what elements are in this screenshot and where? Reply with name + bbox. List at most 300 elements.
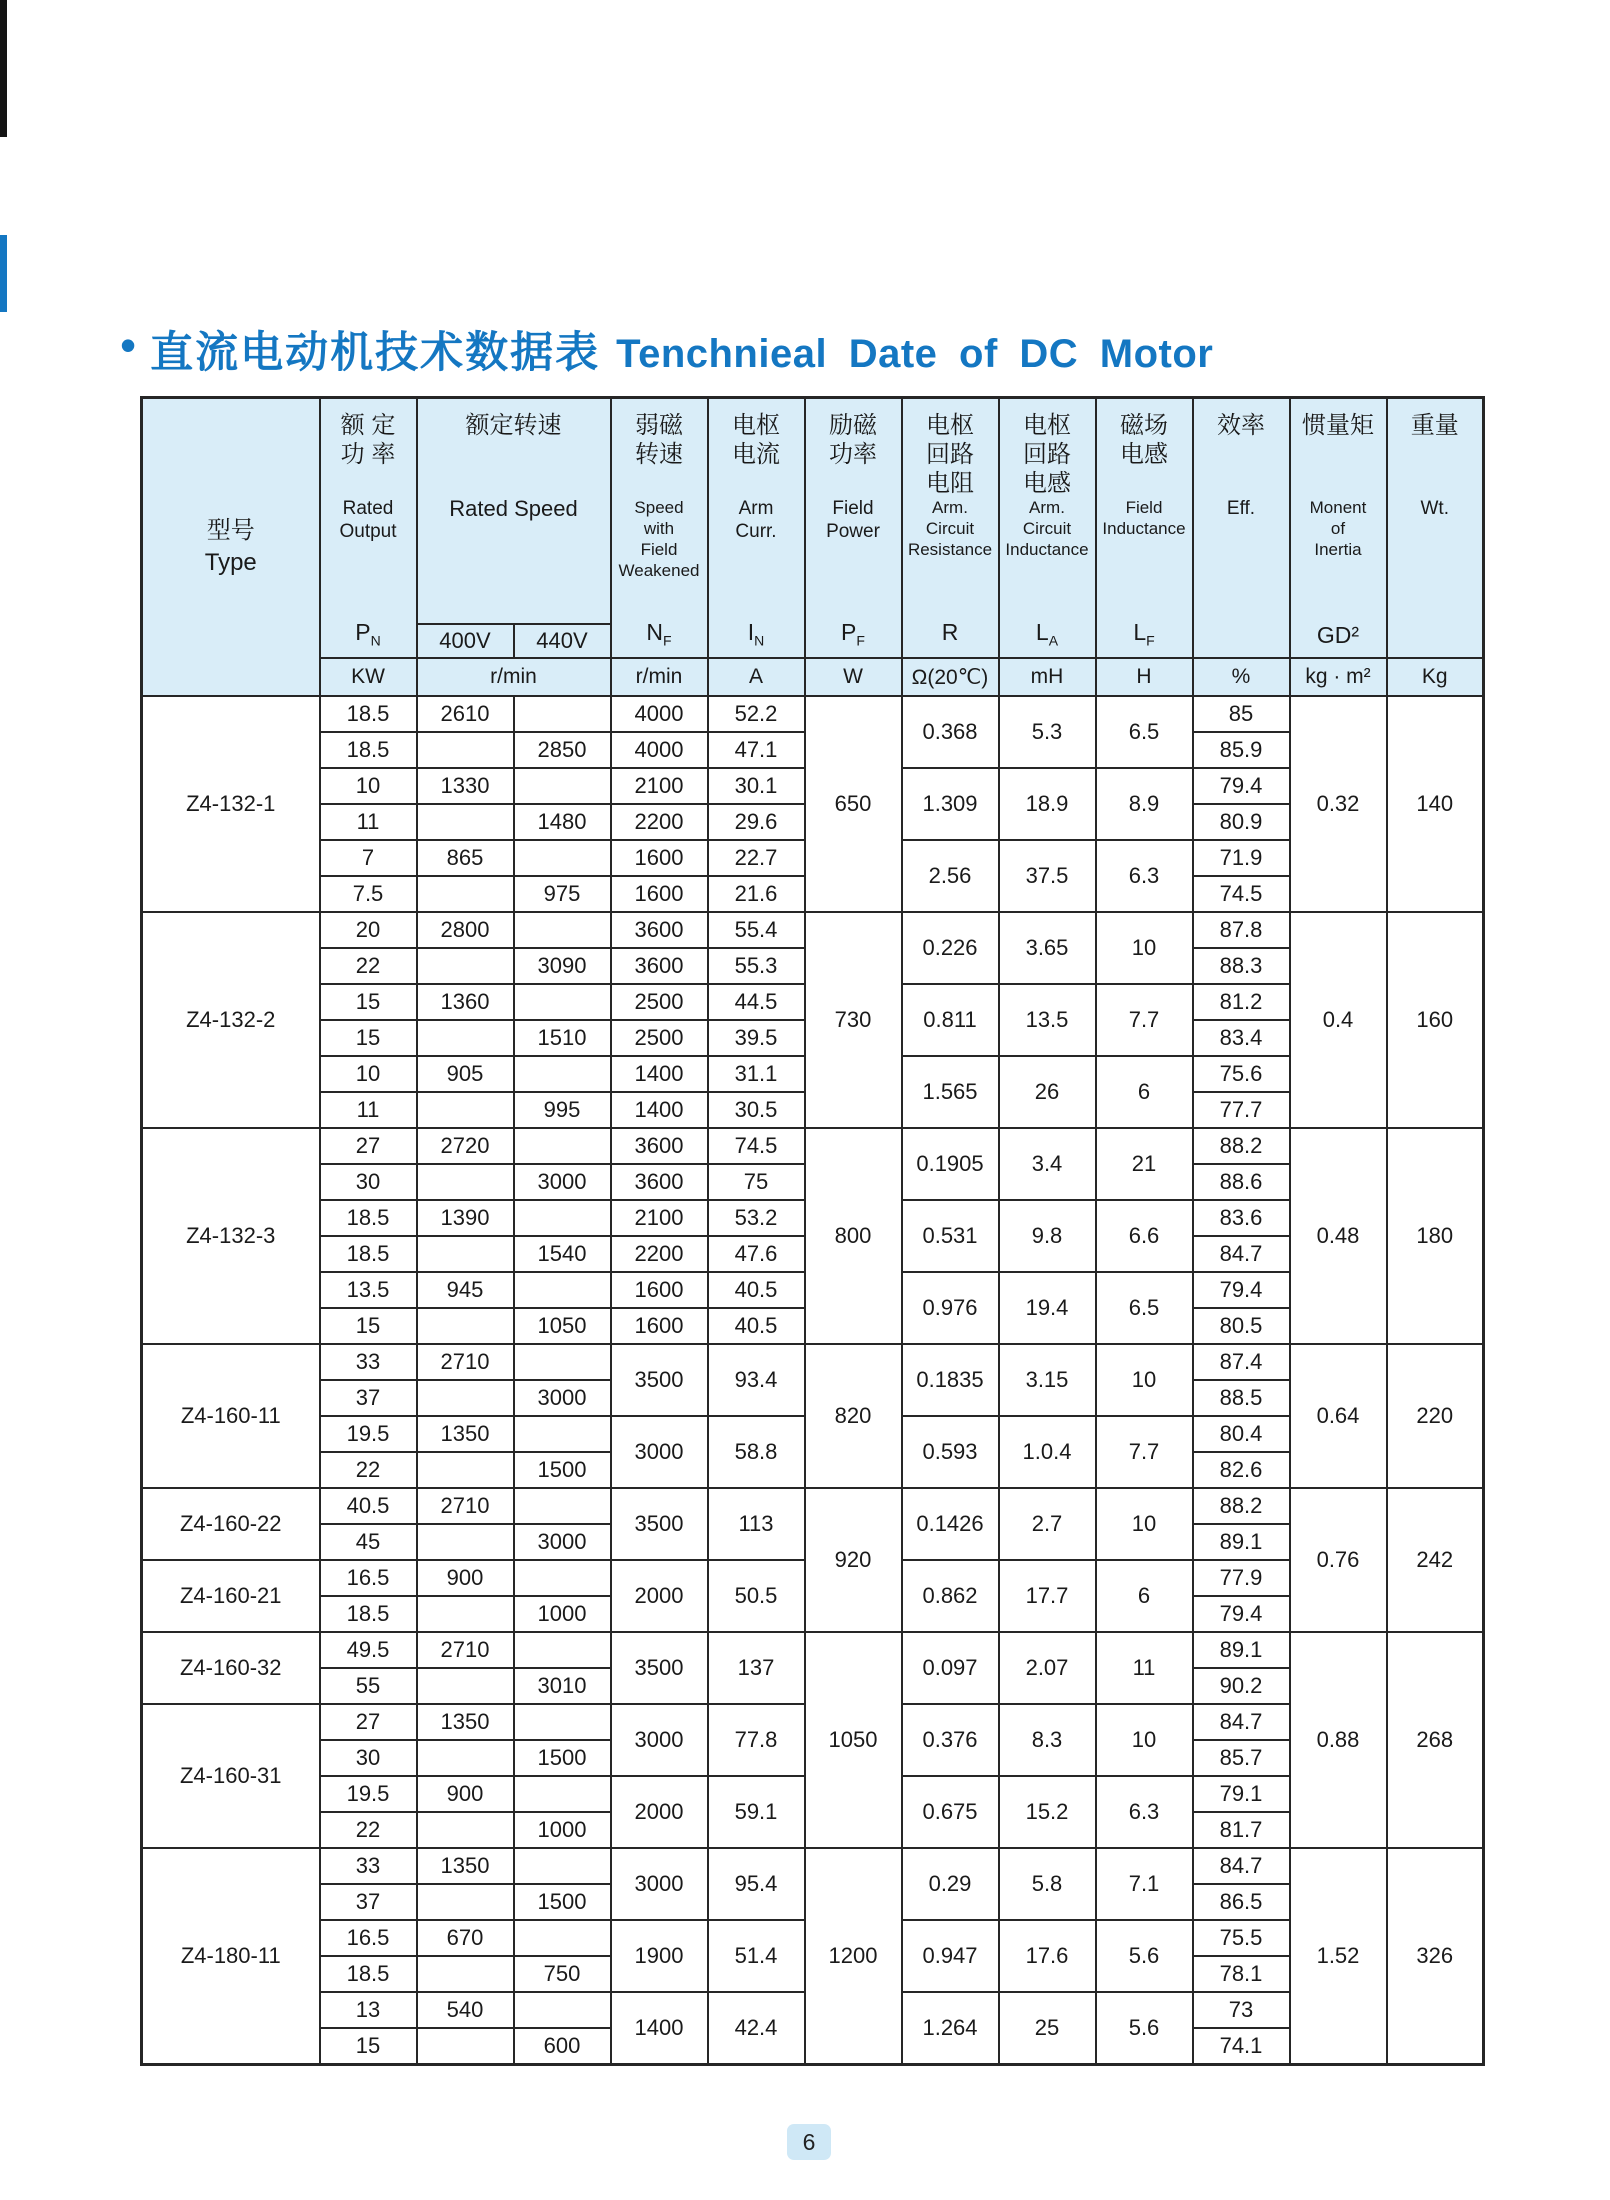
cell-400v: 1350: [417, 1848, 514, 1884]
cell-400v: [417, 1812, 514, 1848]
header-zh-line: 功率: [829, 441, 877, 468]
cell-lf: 7.1: [1096, 1848, 1193, 1920]
symbol-nf: $N_F$: [646, 619, 672, 649]
page-title-zh: 直流电动机技术数据表: [150, 329, 601, 377]
cell-pn: 45: [320, 1524, 417, 1560]
cell-eff: 71.9: [1193, 840, 1290, 876]
cell-eff: 88.3: [1193, 948, 1290, 984]
cell-440v: [514, 1560, 611, 1596]
cell-lf: 8.9: [1096, 768, 1193, 840]
header-zh-line: 额定转速: [465, 412, 562, 439]
unit-mh: mH: [999, 658, 1096, 696]
cell-440v: 1510: [514, 1020, 611, 1056]
cell-440v: 1480: [514, 804, 611, 840]
cell-pn: 27: [320, 1704, 417, 1740]
cell-pn: 18.5: [320, 1596, 417, 1632]
cell-wt: 326: [1387, 1848, 1484, 2064]
header-field-weakened-speed: [611, 398, 708, 659]
cell-lf: 6.6: [1096, 1200, 1193, 1272]
cell-nf: 1900: [611, 1920, 708, 1992]
header-en-line: Arm.: [932, 498, 968, 517]
cell-440v: 1500: [514, 1884, 611, 1920]
cell-la: 5.3: [999, 696, 1096, 768]
header-en-line: Field: [1125, 498, 1163, 517]
cell-pn: 20: [320, 912, 417, 948]
cell-eff: 87.4: [1193, 1344, 1290, 1380]
cell-la: 17.6: [999, 1920, 1096, 1992]
header-arm-current: [708, 398, 805, 659]
cell-eff: 84.7: [1193, 1848, 1290, 1884]
header-en-line: Inductance: [1005, 540, 1089, 559]
cell-440v: [514, 1704, 611, 1740]
cell-440v: 3000: [514, 1164, 611, 1200]
cell-in: 55.3: [708, 948, 805, 984]
unit-rpm-rated: r/min: [417, 658, 611, 696]
cell-pn: 11: [320, 804, 417, 840]
cell-in: 40.5: [708, 1272, 805, 1308]
cell-eff: 79.1: [1193, 1776, 1290, 1812]
cell-440v: 3010: [514, 1668, 611, 1704]
cell-440v: [514, 768, 611, 804]
cell-model: Z4-160-32: [142, 1632, 320, 1704]
cell-r: 0.976: [902, 1272, 999, 1344]
cell-gd2: 0.48: [1290, 1128, 1387, 1344]
header-zh-line: 回路: [1023, 441, 1071, 468]
cell-nf: 3000: [611, 1704, 708, 1776]
header-zh-line: 功 率: [340, 441, 396, 468]
dc-motor-data-table: [140, 396, 1485, 2066]
cell-la: 13.5: [999, 984, 1096, 1056]
cell-la: 18.9: [999, 768, 1096, 840]
cell-in: 47.6: [708, 1236, 805, 1272]
cell-400v: [417, 1164, 514, 1200]
cell-gd2: 1.52: [1290, 1848, 1387, 2064]
cell-eff: 88.6: [1193, 1164, 1290, 1200]
cell-nf: 1400: [611, 1092, 708, 1128]
symbol-pn: $P_N$: [355, 619, 381, 649]
cell-eff: 83.4: [1193, 1020, 1290, 1056]
cell-400v: 2710: [417, 1488, 514, 1524]
cell-r: 2.56: [902, 840, 999, 912]
cell-pn: 33: [320, 1344, 417, 1380]
header-zh-line: 效率: [1217, 412, 1265, 439]
cell-400v: 1350: [417, 1416, 514, 1452]
cell-la: 15.2: [999, 1776, 1096, 1848]
cell-nf: 2100: [611, 1200, 708, 1236]
cell-pn: 10: [320, 768, 417, 804]
cell-400v: [417, 1884, 514, 1920]
cell-in: 31.1: [708, 1056, 805, 1092]
cell-400v: [417, 1524, 514, 1560]
cell-model: Z4-160-22: [142, 1488, 320, 1560]
cell-pn: 11: [320, 1092, 417, 1128]
cell-pn: 19.5: [320, 1776, 417, 1812]
cell-r: 1.309: [902, 768, 999, 840]
header-zh-line: 电枢: [732, 412, 780, 439]
page-edge-mark-black: [0, 0, 7, 137]
cell-r: 0.226: [902, 912, 999, 984]
page-number: 6: [787, 2124, 831, 2160]
cell-eff: 89.1: [1193, 1632, 1290, 1668]
cell-eff: 80.4: [1193, 1416, 1290, 1452]
cell-pn: 27: [320, 1128, 417, 1164]
cell-nf: 4000: [611, 696, 708, 732]
cell-lf: 5.6: [1096, 1920, 1193, 1992]
header-rated-speed: [417, 398, 611, 625]
cell-model: Z4-180-11: [142, 1848, 320, 2064]
header-arm-circuit-inductance: [999, 398, 1096, 659]
cell-pf: 820: [805, 1344, 902, 1488]
header-en-line: Rated Speed: [449, 496, 578, 521]
cell-r: 0.368: [902, 696, 999, 768]
header-en-line: Curr.: [735, 521, 777, 542]
cell-440v: 3000: [514, 1380, 611, 1416]
cell-pn: 13.5: [320, 1272, 417, 1308]
cell-440v: 1500: [514, 1452, 611, 1488]
cell-eff: 85.9: [1193, 732, 1290, 768]
cell-400v: 2720: [417, 1128, 514, 1164]
cell-eff: 81.7: [1193, 1812, 1290, 1848]
cell-r: 0.675: [902, 1776, 999, 1848]
cell-wt: 268: [1387, 1632, 1484, 1848]
cell-in: 44.5: [708, 984, 805, 1020]
cell-r: 0.1426: [902, 1488, 999, 1560]
cell-pn: 19.5: [320, 1416, 417, 1452]
cell-in: 55.4: [708, 912, 805, 948]
cell-pn: 10: [320, 1056, 417, 1092]
cell-lf: 10: [1096, 1704, 1193, 1776]
cell-in: 30.5: [708, 1092, 805, 1128]
cell-gd2: 0.32: [1290, 696, 1387, 912]
header-zh-line: 电枢: [1023, 412, 1071, 439]
cell-nf: 2200: [611, 804, 708, 840]
cell-nf: 3600: [611, 1164, 708, 1200]
cell-pn: 18.5: [320, 1956, 417, 1992]
cell-pn: 49.5: [320, 1632, 417, 1668]
header-zh-line: 惯量矩: [1302, 412, 1374, 439]
cell-400v: 1350: [417, 1704, 514, 1740]
cell-nf: 1600: [611, 1308, 708, 1344]
header-en-line: of: [1330, 519, 1346, 538]
cell-eff: 75.6: [1193, 1056, 1290, 1092]
cell-la: 8.3: [999, 1704, 1096, 1776]
unit-percent: %: [1193, 658, 1290, 696]
cell-400v: [417, 876, 514, 912]
page-title-en: Tenchnieal Date of DC Motor: [616, 332, 1214, 376]
header-en-line: Output: [339, 521, 397, 542]
cell-gd2: 0.88: [1290, 1632, 1387, 1848]
cell-pn: 30: [320, 1740, 417, 1776]
cell-eff: 80.9: [1193, 804, 1290, 840]
header-zh-line: 电感: [1120, 441, 1168, 468]
cell-model: Z4-132-3: [142, 1128, 320, 1344]
cell-nf: 1600: [611, 840, 708, 876]
cell-pn: 33: [320, 1848, 417, 1884]
cell-400v: 945: [417, 1272, 514, 1308]
cell-r: 0.29: [902, 1848, 999, 1920]
cell-nf: 2000: [611, 1560, 708, 1632]
header-rated-output: [320, 398, 417, 659]
cell-400v: [417, 1236, 514, 1272]
cell-pf: 920: [805, 1488, 902, 1632]
header-440v: 440V: [514, 624, 611, 658]
cell-pn: 18.5: [320, 696, 417, 732]
header-en-line: Wt.: [1420, 498, 1449, 519]
cell-in: 137: [708, 1632, 805, 1704]
cell-r: 0.1835: [902, 1344, 999, 1416]
cell-eff: 81.2: [1193, 984, 1290, 1020]
cell-nf: 3600: [611, 912, 708, 948]
cell-440v: 2850: [514, 732, 611, 768]
cell-lf: 10: [1096, 912, 1193, 984]
header-zh-line: 磁场: [1120, 412, 1168, 439]
cell-nf: 1600: [611, 1272, 708, 1308]
cell-pn: 15: [320, 2028, 417, 2064]
cell-400v: [417, 1020, 514, 1056]
cell-in: 77.8: [708, 1704, 805, 1776]
cell-in: 93.4: [708, 1344, 805, 1416]
cell-400v: 2800: [417, 912, 514, 948]
cell-model: Z4-132-2: [142, 912, 320, 1128]
cell-nf: 3600: [611, 1128, 708, 1164]
cell-in: 52.2: [708, 696, 805, 732]
cell-440v: [514, 912, 611, 948]
header-zh-line: 额 定: [340, 412, 396, 439]
cell-nf: 4000: [611, 732, 708, 768]
cell-in: 29.6: [708, 804, 805, 840]
header-zh-line: 重量: [1410, 412, 1459, 439]
cell-440v: 600: [514, 2028, 611, 2064]
cell-eff: 79.4: [1193, 1272, 1290, 1308]
cell-400v: [417, 1596, 514, 1632]
cell-la: 37.5: [999, 840, 1096, 912]
cell-400v: 540: [417, 1992, 514, 2028]
cell-pn: 18.5: [320, 732, 417, 768]
cell-440v: 750: [514, 1956, 611, 1992]
cell-440v: [514, 1920, 611, 1956]
cell-la: 19.4: [999, 1272, 1096, 1344]
cell-lf: 6.3: [1096, 840, 1193, 912]
cell-440v: 3090: [514, 948, 611, 984]
cell-pn: 15: [320, 1308, 417, 1344]
cell-nf: 2500: [611, 984, 708, 1020]
header-zh-line: 励磁: [829, 412, 877, 439]
header-type: [142, 398, 320, 697]
header-type-en: Type: [204, 548, 257, 576]
cell-r: 0.531: [902, 1200, 999, 1272]
cell-eff: 74.5: [1193, 876, 1290, 912]
cell-la: 3.4: [999, 1128, 1096, 1200]
header-en-line: Weakened: [618, 561, 700, 580]
header-arm-circuit-resistance: [902, 398, 999, 659]
unit-kw: KW: [320, 658, 417, 696]
header-field-power: [805, 398, 902, 659]
cell-eff: 74.1: [1193, 2028, 1290, 2064]
cell-lf: 11: [1096, 1632, 1193, 1704]
cell-pn: 37: [320, 1884, 417, 1920]
cell-pn: 40.5: [320, 1488, 417, 1524]
cell-eff: 75.5: [1193, 1920, 1290, 1956]
cell-model: Z4-160-11: [142, 1344, 320, 1488]
header-en-line: Circuit: [1022, 519, 1072, 538]
header-weight: [1387, 398, 1484, 659]
cell-in: 22.7: [708, 840, 805, 876]
cell-eff: 88.5: [1193, 1380, 1290, 1416]
cell-pn: 55: [320, 1668, 417, 1704]
cell-400v: [417, 1452, 514, 1488]
cell-440v: 975: [514, 876, 611, 912]
header-efficiency: [1193, 398, 1290, 659]
cell-400v: [417, 1308, 514, 1344]
header-zh-line: 电流: [732, 441, 780, 468]
symbol-la: $L_A$: [1035, 619, 1059, 649]
cell-400v: [417, 1740, 514, 1776]
cell-nf: 2200: [611, 1236, 708, 1272]
cell-440v: 1000: [514, 1812, 611, 1848]
cell-440v: [514, 1272, 611, 1308]
cell-eff: 85.7: [1193, 1740, 1290, 1776]
cell-wt: 160: [1387, 912, 1484, 1128]
cell-r: 0.376: [902, 1704, 999, 1776]
cell-440v: [514, 1056, 611, 1092]
cell-400v: 900: [417, 1560, 514, 1596]
header-en-line: Inductance: [1102, 519, 1186, 538]
cell-400v: 2710: [417, 1344, 514, 1380]
cell-nf: 1600: [611, 876, 708, 912]
cell-pn: 13: [320, 1992, 417, 2028]
cell-pn: 22: [320, 1812, 417, 1848]
cell-la: 25: [999, 1992, 1096, 2064]
cell-400v: [417, 1092, 514, 1128]
cell-eff: 83.6: [1193, 1200, 1290, 1236]
cell-440v: 3000: [514, 1524, 611, 1560]
cell-wt: 220: [1387, 1344, 1484, 1488]
cell-eff: 88.2: [1193, 1128, 1290, 1164]
cell-eff: 78.1: [1193, 1956, 1290, 1992]
cell-pn: 16.5: [320, 1920, 417, 1956]
cell-eff: 84.7: [1193, 1704, 1290, 1740]
unit-w: W: [805, 658, 902, 696]
cell-r: 0.1905: [902, 1128, 999, 1200]
cell-eff: 79.4: [1193, 768, 1290, 804]
unit-kg: Kg: [1387, 658, 1484, 696]
cell-r: 0.811: [902, 984, 999, 1056]
cell-nf: 3000: [611, 1848, 708, 1920]
cell-440v: [514, 1488, 611, 1524]
cell-gd2: 0.4: [1290, 912, 1387, 1128]
cell-in: 30.1: [708, 768, 805, 804]
cell-in: 59.1: [708, 1776, 805, 1848]
cell-440v: [514, 1200, 611, 1236]
header-en-line: Eff.: [1226, 498, 1256, 519]
cell-r: 0.593: [902, 1416, 999, 1488]
cell-400v: 670: [417, 1920, 514, 1956]
cell-eff: 86.5: [1193, 1884, 1290, 1920]
cell-nf: 1400: [611, 1056, 708, 1092]
cell-400v: 2710: [417, 1632, 514, 1668]
cell-pn: 15: [320, 1020, 417, 1056]
cell-in: 75: [708, 1164, 805, 1200]
symbol-lf: $L_F$: [1133, 619, 1155, 649]
header-en-line: Circuit: [925, 519, 975, 538]
cell-eff: 77.9: [1193, 1560, 1290, 1596]
cell-440v: [514, 1848, 611, 1884]
cell-lf: 6.5: [1096, 1272, 1193, 1344]
header-en-line: Field: [640, 540, 678, 559]
cell-pf: 730: [805, 912, 902, 1128]
page-title: [120, 318, 1213, 380]
cell-440v: 1050: [514, 1308, 611, 1344]
cell-in: 58.8: [708, 1416, 805, 1488]
cell-440v: [514, 1128, 611, 1164]
cell-400v: 865: [417, 840, 514, 876]
cell-lf: 5.6: [1096, 1992, 1193, 2064]
cell-nf: 3600: [611, 948, 708, 984]
cell-gd2: 0.64: [1290, 1344, 1387, 1488]
header-en-line: Power: [826, 521, 880, 542]
header-en-line: Speed: [634, 498, 684, 517]
symbol-r: R: [941, 619, 959, 646]
cell-in: 42.4: [708, 1992, 805, 2064]
cell-in: 51.4: [708, 1920, 805, 1992]
cell-model: Z4-132-1: [142, 696, 320, 912]
page-edge-mark-blue: [0, 235, 7, 312]
cell-in: 50.5: [708, 1560, 805, 1632]
cell-eff: 90.2: [1193, 1668, 1290, 1704]
cell-gd2: 0.76: [1290, 1488, 1387, 1632]
cell-400v: [417, 1380, 514, 1416]
unit-a: A: [708, 658, 805, 696]
header-zh-line: 电感: [1023, 470, 1071, 497]
bullet-icon: •: [120, 319, 137, 371]
cell-400v: 1330: [417, 768, 514, 804]
cell-lf: 6: [1096, 1560, 1193, 1632]
cell-r: 0.862: [902, 1560, 999, 1632]
cell-in: 74.5: [708, 1128, 805, 1164]
header-field-inductance: [1096, 398, 1193, 659]
cell-400v: [417, 732, 514, 768]
cell-400v: [417, 1668, 514, 1704]
cell-440v: [514, 1344, 611, 1380]
unit-h: H: [1096, 658, 1193, 696]
header-type-zh: 型号: [206, 516, 255, 544]
cell-r: 1.264: [902, 1992, 999, 2064]
cell-nf: 3000: [611, 1416, 708, 1488]
cell-wt: 180: [1387, 1128, 1484, 1344]
cell-440v: [514, 1776, 611, 1812]
cell-wt: 242: [1387, 1488, 1484, 1632]
cell-440v: 995: [514, 1092, 611, 1128]
cell-eff: 77.7: [1193, 1092, 1290, 1128]
header-en-line: Arm: [738, 498, 774, 519]
cell-lf: 21: [1096, 1128, 1193, 1200]
cell-model: Z4-160-31: [142, 1704, 320, 1848]
cell-r: 1.565: [902, 1056, 999, 1128]
cell-wt: 140: [1387, 696, 1484, 912]
header-400v: 400V: [417, 624, 514, 658]
cell-lf: 6.3: [1096, 1776, 1193, 1848]
cell-pn: 22: [320, 1452, 417, 1488]
cell-440v: [514, 696, 611, 732]
cell-400v: [417, 948, 514, 984]
cell-la: 2.7: [999, 1488, 1096, 1560]
cell-eff: 87.8: [1193, 912, 1290, 948]
unit-rpm-weakened: r/min: [611, 658, 708, 696]
cell-400v: 1390: [417, 1200, 514, 1236]
cell-pf: 650: [805, 696, 902, 912]
cell-la: 5.8: [999, 1848, 1096, 1920]
header-zh-line: 回路: [926, 441, 974, 468]
